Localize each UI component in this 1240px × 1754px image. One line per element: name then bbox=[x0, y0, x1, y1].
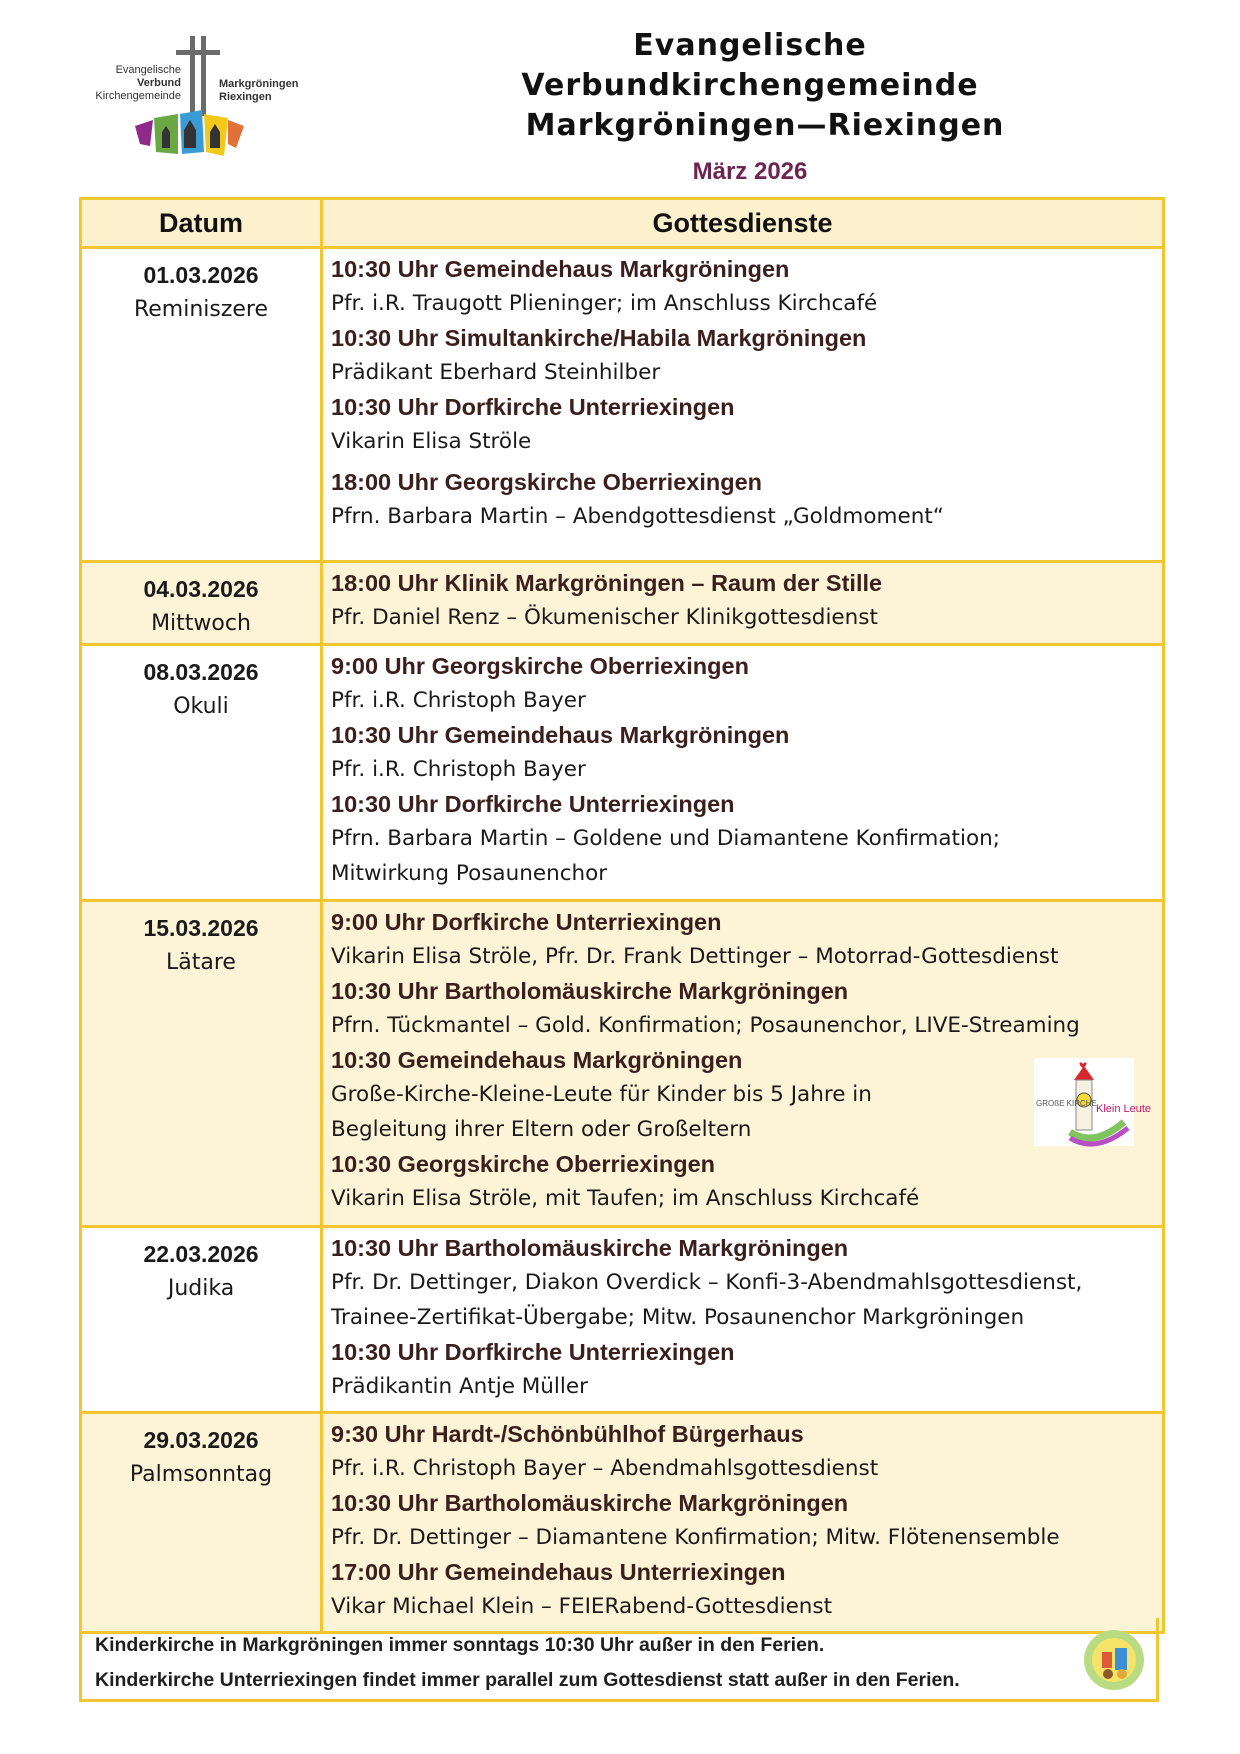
service-description: Pfr. i.R. Traugott Plieninger; im Anschluss Kirchcafé bbox=[331, 291, 878, 316]
logo-text-line: Markgröningen bbox=[219, 78, 299, 90]
table-row bbox=[81, 901, 1164, 1227]
service-description: Pfr. i.R. Christoph Bayer bbox=[331, 757, 586, 782]
date-cell bbox=[81, 645, 322, 901]
service-description: Große-Kirche-Kleine-Leute für Kinder bis 5 Jahre in bbox=[331, 1082, 872, 1107]
service-description: Prädikant Eberhard Steinhilber bbox=[331, 360, 661, 385]
service-title: 9:00 Uhr Georgskirche Oberriexingen bbox=[331, 653, 749, 679]
service-description: Pfrn. Barbara Martin – Goldene und Diamantene Konfirmation; bbox=[331, 826, 1000, 851]
footer-note bbox=[79, 1618, 1159, 1702]
service-title: 10:30 Uhr Dorfkirche Unterriexingen bbox=[331, 791, 735, 817]
date: 15.03.2026 bbox=[143, 915, 259, 941]
table-header-row bbox=[81, 199, 1164, 248]
church-clock-icon bbox=[1034, 1058, 1152, 1146]
month-heading: März 2026 bbox=[692, 158, 808, 185]
date-cell bbox=[81, 1413, 322, 1633]
service-title: 10:30 Uhr Gemeindehaus Markgröningen bbox=[331, 256, 790, 282]
logo-text-line: Riexingen bbox=[219, 91, 272, 103]
logo-text-right bbox=[219, 78, 298, 104]
service-title: 10:30 Uhr Dorfkirche Unterriexingen bbox=[331, 1339, 735, 1365]
footer-line: Kinderkirche Unterriexingen findet immer parallel zum Gottesdienst statt außer in den Ferien. bbox=[95, 1669, 960, 1691]
service-title: 9:30 Uhr Hardt-/Schönbühlhof Bürgerhaus bbox=[331, 1421, 804, 1447]
header-date: Datum bbox=[81, 199, 322, 248]
gkkl-left-text: GROßE KIRCHE bbox=[1036, 1099, 1097, 1108]
service-description: Prädikantin Antje Müller bbox=[331, 1374, 588, 1399]
day-name: Palmsonntag bbox=[129, 1462, 273, 1487]
service-title: 10:30 Georgskirche Oberriexingen bbox=[331, 1151, 715, 1177]
page-title bbox=[470, 26, 1030, 146]
service-title: 18:00 Uhr Georgskirche Oberriexingen bbox=[331, 469, 762, 495]
service-title: 10:30 Uhr Bartholomäuskirche Markgröningen bbox=[331, 1490, 849, 1516]
header-services: Gottesdienste bbox=[322, 199, 1164, 248]
table-row bbox=[81, 1413, 1164, 1633]
date-cell bbox=[81, 248, 322, 562]
logo-text-left bbox=[78, 64, 181, 103]
service-description: Pfr. Daniel Renz – Ökumenischer Klinikgottesdienst bbox=[331, 605, 878, 630]
date-cell bbox=[81, 562, 322, 645]
logo-text-line: Evangelische bbox=[115, 64, 181, 76]
gkkl-right-text: Klein Leute bbox=[1096, 1103, 1152, 1115]
day-name: Mittwoch bbox=[151, 611, 251, 636]
date: 01.03.2026 bbox=[143, 262, 259, 288]
service-description: Begleitung ihrer Eltern oder Großeltern bbox=[331, 1117, 752, 1142]
service-title: 10:30 Uhr Dorfkirche Unterriexingen bbox=[331, 394, 735, 420]
table-row bbox=[81, 1227, 1164, 1413]
service-description: Pfr. Dr. Dettinger, Diakon Overdick – Konfi-3-Abendmahlsgottesdienst, bbox=[331, 1270, 1083, 1295]
services-cell bbox=[322, 248, 1164, 562]
service-title: 17:00 Uhr Gemeindehaus Unterriexingen bbox=[331, 1559, 786, 1585]
date: 04.03.2026 bbox=[143, 576, 259, 602]
table-row bbox=[81, 248, 1164, 562]
kinderkirche-badge-icon bbox=[1082, 1628, 1146, 1692]
title-line: Evangelische bbox=[633, 28, 867, 63]
title-line: Verbundkirchengemeinde bbox=[521, 68, 979, 103]
service-title: 10:30 Gemeindehaus Markgröningen bbox=[331, 1047, 743, 1073]
service-title: 18:00 Uhr Klinik Markgröningen – Raum der Stille bbox=[331, 570, 883, 596]
service-description: Pfrn. Tückmantel – Gold. Konfirmation; Posaunenchor, LIVE-Streaming bbox=[331, 1013, 1080, 1038]
service-title: 9:00 Uhr Dorfkirche Unterriexingen bbox=[331, 909, 722, 935]
service-title: 10:30 Uhr Gemeindehaus Markgröningen bbox=[331, 722, 790, 748]
footer-line: Kinderkirche in Markgröningen immer sonntags 10:30 Uhr außer in den Ferien. bbox=[95, 1634, 825, 1656]
table-row bbox=[81, 562, 1164, 645]
service-title: 10:30 Uhr Bartholomäuskirche Markgröningen bbox=[331, 978, 849, 1004]
day-name: Okuli bbox=[173, 694, 229, 719]
service-description: Vikarin Elisa Ströle, Pfr. Dr. Frank Dettinger – Motorrad-Gottesdienst bbox=[331, 944, 1059, 969]
day-name: Reminiszere bbox=[133, 297, 269, 322]
title-line: Markgröningen—Riexingen bbox=[525, 108, 1005, 143]
service-description: Vikarin Elisa Ströle bbox=[331, 429, 532, 454]
service-description: Trainee-Zertifikat-Übergabe; Mitw. Posaunenchor Markgröningen bbox=[331, 1305, 1025, 1330]
service-description: Pfr. Dr. Dettinger – Diamantene Konfirmation; Mitw. Flötenensemble bbox=[331, 1525, 1060, 1550]
services-cell bbox=[322, 1227, 1164, 1413]
grosse-kirche-kleine-leute-logo bbox=[1034, 1058, 1152, 1146]
date-cell bbox=[81, 901, 322, 1227]
day-name: Lätare bbox=[166, 950, 236, 975]
logo-text-line: Kirchengemeinde bbox=[95, 90, 181, 102]
date: 08.03.2026 bbox=[143, 659, 259, 685]
date-cell bbox=[81, 1227, 322, 1413]
service-description: Vikarin Elisa Ströle, mit Taufen; im Anschluss Kirchcafé bbox=[331, 1186, 920, 1211]
service-description: Pfrn. Barbara Martin – Abendgottesdienst „Goldmoment“ bbox=[331, 504, 944, 529]
services-cell bbox=[322, 645, 1164, 901]
service-description: Vikar Michael Klein – FEIERabend-Gottesdienst bbox=[331, 1594, 833, 1619]
day-name: Judika bbox=[167, 1276, 235, 1301]
service-description: Pfr. i.R. Christoph Bayer bbox=[331, 688, 586, 713]
church-logo bbox=[78, 36, 328, 166]
service-description: Mitwirkung Posaunenchor bbox=[331, 861, 608, 886]
services-cell bbox=[322, 1413, 1164, 1633]
service-description: Pfr. i.R. Christoph Bayer – Abendmahlsgottesdienst bbox=[331, 1456, 879, 1481]
logo-text-line: Verbund bbox=[136, 77, 181, 89]
service-schedule-table bbox=[79, 197, 1165, 1634]
date: 22.03.2026 bbox=[143, 1241, 259, 1267]
date: 29.03.2026 bbox=[143, 1427, 259, 1453]
service-title: 10:30 Uhr Simultankirche/Habila Markgröningen bbox=[331, 325, 867, 351]
table-row bbox=[81, 645, 1164, 901]
service-title: 10:30 Uhr Bartholomäuskirche Markgröningen bbox=[331, 1235, 849, 1261]
services-cell bbox=[322, 562, 1164, 645]
